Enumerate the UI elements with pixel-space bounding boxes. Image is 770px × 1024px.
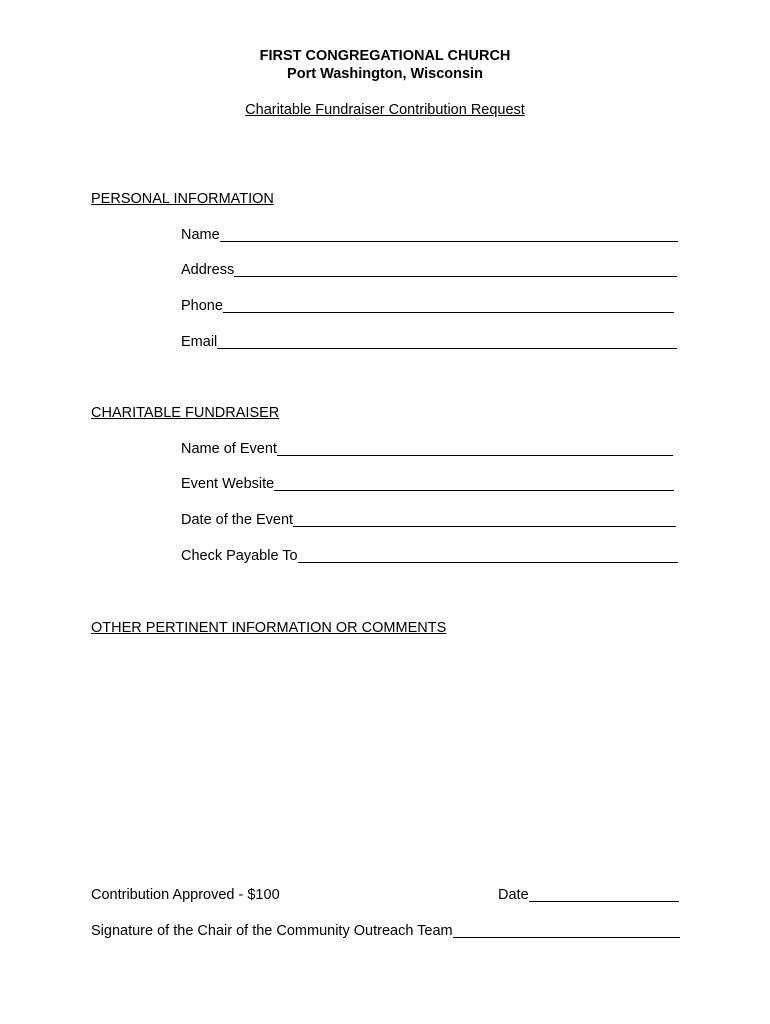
name-input-line[interactable] <box>220 227 678 242</box>
name-field[interactable] <box>181 226 678 244</box>
church-location: Port Washington, Wisconsin <box>287 66 483 82</box>
event-website-label: Event Website <box>181 476 275 492</box>
name-label: Name <box>181 227 220 243</box>
phone-input-line[interactable] <box>223 298 674 313</box>
check-payable-input-line[interactable] <box>298 548 678 563</box>
event-name-input-line[interactable] <box>277 441 673 456</box>
event-name-label: Name of Event <box>181 441 277 457</box>
personal-information-heading: PERSONAL INFORMATION <box>91 191 274 207</box>
approval-date-input-line[interactable] <box>529 887 679 902</box>
email-input-line[interactable] <box>217 334 677 349</box>
event-date-input-line[interactable] <box>293 512 676 527</box>
approval-date-label: Date <box>498 887 529 903</box>
address-label: Address <box>181 262 235 278</box>
comments-heading: OTHER PERTINENT INFORMATION OR COMMENTS <box>91 620 447 636</box>
signature-field[interactable] <box>91 922 680 940</box>
event-website-field[interactable] <box>181 475 674 493</box>
church-name: FIRST CONGREGATIONAL CHURCH <box>259 48 511 64</box>
address-field[interactable] <box>181 261 677 279</box>
event-website-input-line[interactable] <box>274 476 674 491</box>
signature-input-line[interactable] <box>453 923 680 938</box>
comments-area[interactable] <box>91 645 679 870</box>
phone-field[interactable] <box>181 297 674 315</box>
form-title: Charitable Fundraiser Contribution Request <box>245 102 525 118</box>
contribution-approved-label: Contribution Approved - $100 <box>91 887 280 903</box>
email-label: Email <box>181 334 218 350</box>
email-field[interactable] <box>181 333 677 351</box>
event-date-label: Date of the Event <box>181 512 294 528</box>
event-date-field[interactable] <box>181 511 676 529</box>
event-name-field[interactable] <box>181 440 673 458</box>
address-input-line[interactable] <box>234 262 677 277</box>
phone-label: Phone <box>181 298 223 314</box>
approval-date-field[interactable] <box>498 886 679 904</box>
signature-label: Signature of the Chair of the Community Outreach Team <box>91 923 453 939</box>
check-payable-label: Check Payable To <box>181 548 298 564</box>
charitable-fundraiser-heading: CHARITABLE FUNDRAISER <box>91 405 280 421</box>
check-payable-field[interactable] <box>181 547 678 565</box>
